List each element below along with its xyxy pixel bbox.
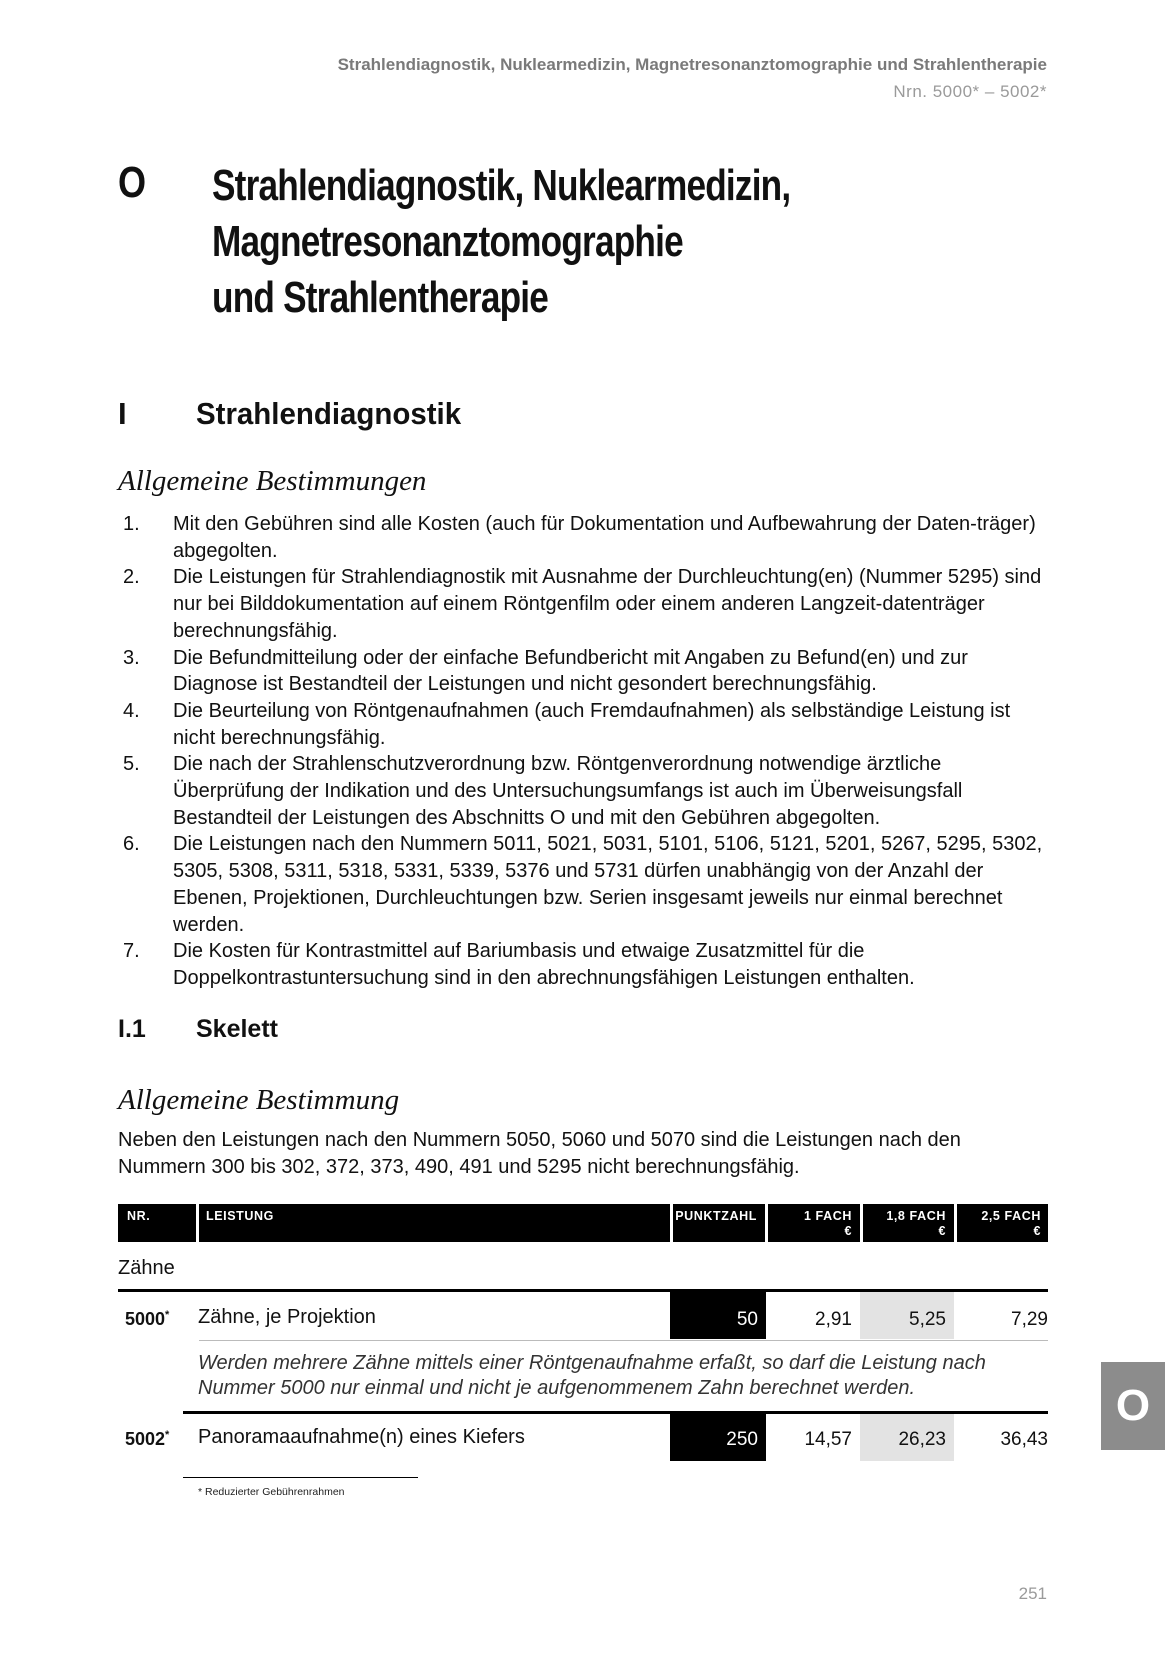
section-number: I [118,396,127,431]
table-header-18fach [863,1204,954,1242]
rule-text: Mit den Gebühren sind alle Kosten (auch für Dokumentation und Aufbewahrung der Daten-träger) abgegolten. [173,513,1036,562]
rule-text: Die nach der Strahlenschutzverordnung bzw. Röntgenverordnung notwendige ärztliche Überprüfung der Indikation und des Untersuchungsumfangs ist auch im Überweisungsfall Bestandteil der Leistungen des Abschnitts O und mit den Gebühren abgegolten. [173,753,963,829]
running-header-title: Strahlendiagnostik, Nuklearmedizin, Magnetresonanztomographie und Strahlentherapie [337,55,1047,74]
chapter-tab-marker: O [1101,1362,1165,1450]
table-row-fach18: 26,23 [898,1429,946,1450]
table-header-1fach [768,1204,860,1242]
rule-text: Die Kosten für Kontrastmittel auf Bariumbasis und etwaige Zusatzmittel für die Doppelkontrastuntersuchung sind in den abrechnungsfähigen Leistungen enthalten. [173,940,915,989]
chapter-title [212,158,932,326]
rule-text: Die Leistungen für Strahlendiagnostik mit Ausnahme der Durchleuchtung(en) (Nummer 5295) sind nur bei Bilddokumentation auf einem Röntgenfilm oder einem anderen Langzeit-datenträger berechnungsfähig. [173,566,1042,642]
table-note: Werden mehrere Zähne mittels einer Röntgenaufnahme erfaßt, so darf die Leistung nach Nummer 5000 nur einmal und nicht je aufgenommenem Zahn berechnet werden. [198,1352,986,1399]
rule-text: Die Befundmitteilung oder der einfache Befundbericht mit Angaben zu Befund(en) und zur Diagnose ist Bestandteil der Leistungen und nicht gesondert berechnungsfähig. [173,646,968,696]
table-row-leistung: Panoramaaufnahme(n) eines Kiefers [198,1426,525,1448]
row-number: 5002 [125,1429,166,1449]
rule-number: 4. [123,699,140,722]
page-number: 251 [1018,1584,1047,1603]
general-rules-list [118,511,1048,992]
header-currency: € [1033,1224,1041,1238]
rule-item [118,938,1048,991]
section-title: Strahlendiagnostik [196,396,462,431]
header-label: 1,8 FACH [886,1209,946,1223]
table-category: Zähne [118,1257,175,1279]
rule-item [118,751,1048,831]
reduced-fee-mark: * [165,1429,170,1441]
rule-item [118,511,1048,564]
chapter-number: O [118,158,146,207]
table-row-fach18: 5,25 [909,1309,946,1330]
rule-item [118,645,1048,698]
rule-number: 5. [123,753,140,776]
table-header-nr [118,1204,196,1242]
subsection-title: Skelett [196,1015,278,1043]
subsection-number: I.1 [118,1015,146,1043]
footnote: * Reduzierter Gebührenrahmen [198,1486,345,1498]
rule-item [118,564,1048,644]
header-label: PUNKTZAHL [675,1209,757,1223]
rule-number: 2. [123,566,140,589]
rule-item [118,698,1048,751]
chapter-title-line: Magnetresonanztomographie [212,217,683,266]
table-row-fach1: 14,57 [804,1429,852,1450]
table-row-punktzahl: 250 [726,1429,758,1450]
table-header-leistung [199,1204,670,1242]
table-row-nr [125,1429,169,1450]
rule-number: 1. [123,513,140,535]
running-header-numbers: Nrn. 5000* – 5002* [893,82,1047,101]
rule-number: 3. [123,646,140,669]
rule-number: 7. [123,940,140,963]
table-header-punktzahl [673,1204,765,1242]
table-header-25fach [957,1204,1048,1242]
header-label: NR. [127,1209,151,1223]
rule-item [118,831,1048,938]
rule-text: Die Beurteilung von Röntgenaufnahmen (auch Fremdaufnahmen) als selbständige Leistung ist nicht berechnungsfähig. [173,699,1011,749]
sub-rule-heading: Allgemeine Bestimmung [118,1084,400,1116]
reduced-fee-mark: * [165,1309,170,1321]
header-label: 2,5 FACH [981,1209,1041,1223]
header-label: LEISTUNG [206,1209,274,1223]
table-row-punktzahl: 50 [736,1309,758,1330]
footnote-divider [183,1477,418,1478]
chapter-title-line: und Strahlentherapie [212,273,549,322]
sub-rule-text: Neben den Leistungen nach den Nummern 5050, 5060 und 5070 sind die Leistungen nach den Nummern 300 bis 302, 372, 373, 490, 491 und 5295 nicht berechnungsfähig. [118,1129,961,1178]
table-row-divider [199,1340,1048,1341]
table-row-fach25: 36,43 [1000,1429,1048,1450]
header-currency: € [938,1224,946,1238]
table-row-leistung: Zähne, je Projektion [198,1306,376,1328]
rule-text: Die Leistungen nach den Nummern 5011, 5021, 5031, 5101, 5106, 5121, 5201, 5267, 5295, 5302, 5305, 5308, 5311, 5318, 5331, 5339, 5376 und 5731 dürfen unabhängig von der Anzahl der Ebenen, Projektionen, Durchleuchtungen bzw. Serien insgesamt jeweils nur einmal berechnet werden. [173,833,1043,936]
table-row-fach25: 7,29 [1011,1309,1048,1330]
header-label: 1 FACH [803,1209,852,1223]
table-row-fach1: 2,91 [815,1309,852,1330]
chapter-title-line: Strahlendiagnostik, Nuklearmedizin, [212,161,791,210]
rule-number: 6. [123,833,140,856]
general-rules-heading: Allgemeine Bestimmungen [118,465,427,497]
header-currency: € [844,1224,852,1238]
row-number: 5000 [125,1309,166,1329]
table-row-nr [125,1309,169,1330]
